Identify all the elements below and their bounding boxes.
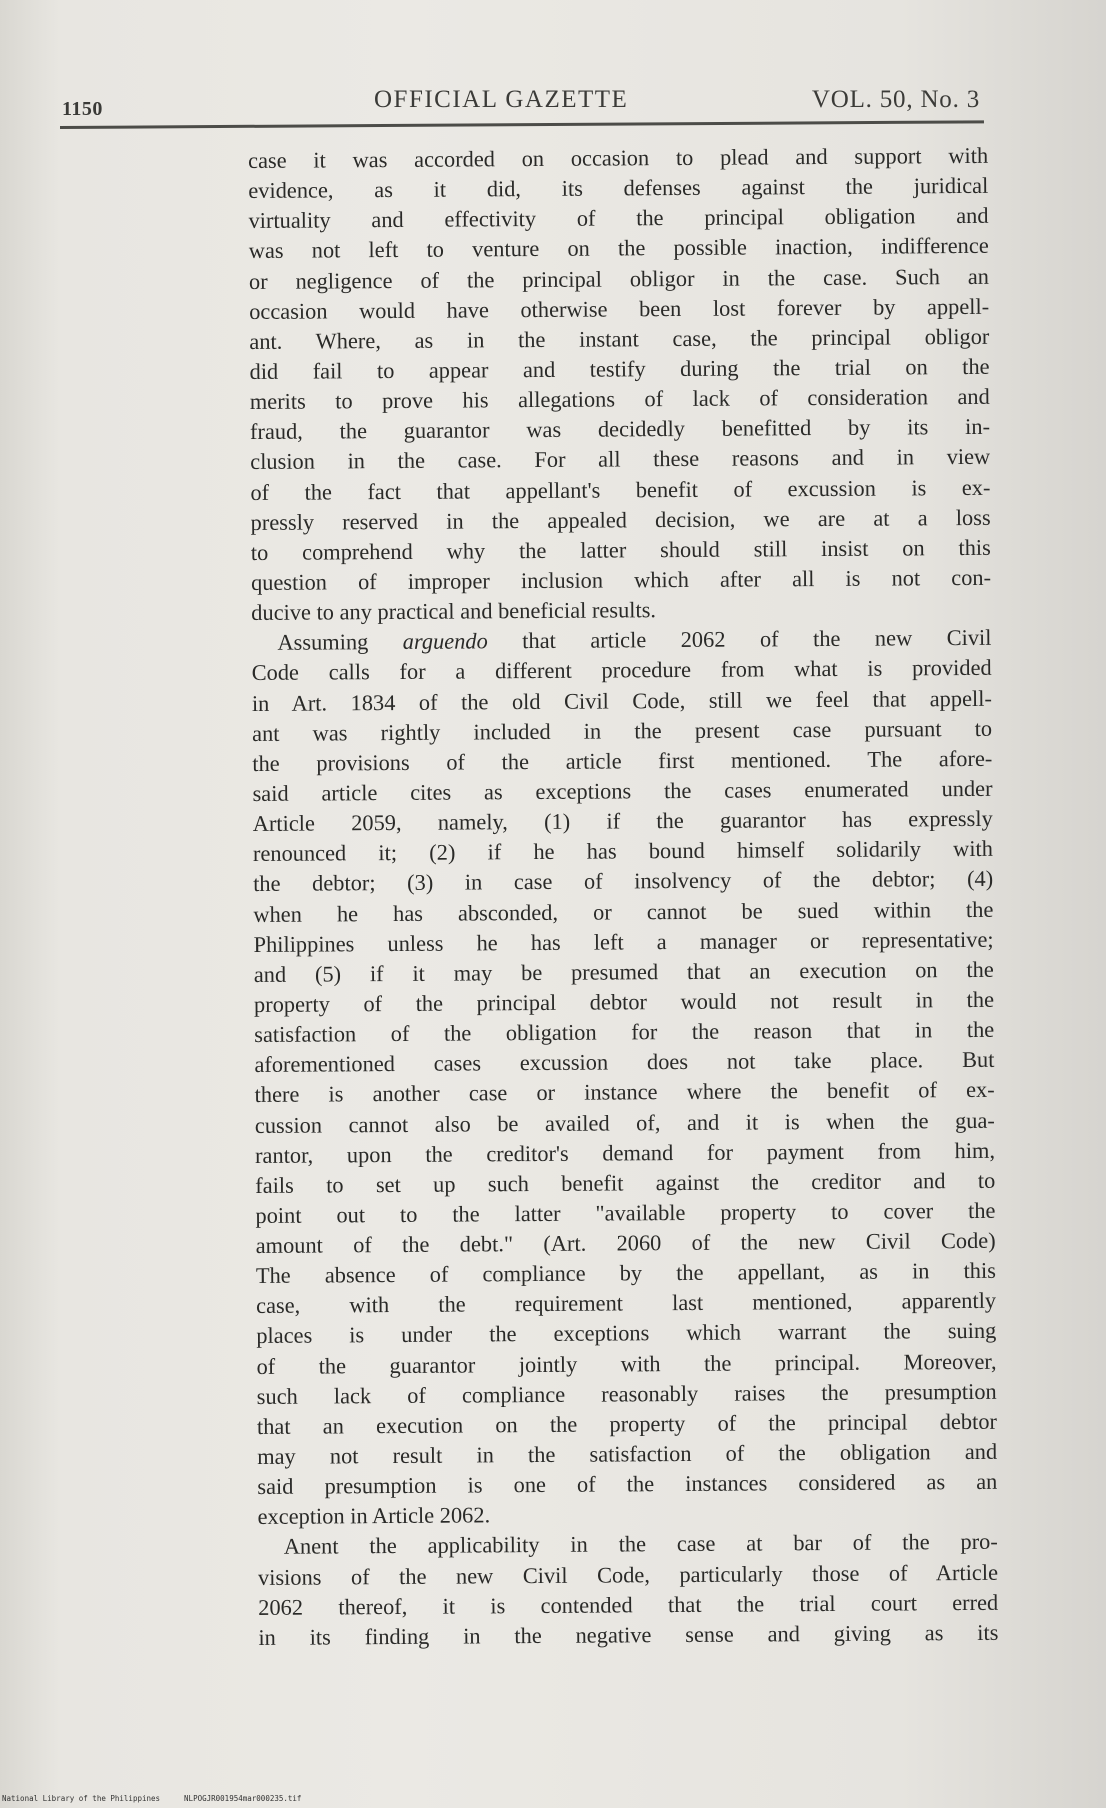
volume-issue: VOL. 50, No. 3 bbox=[811, 86, 980, 113]
text-line: property of the principal debtor would not result in the bbox=[253, 986, 995, 1017]
text-line: exception in Article 2062. bbox=[257, 1502, 491, 1530]
text-line: The absence of compliance by the appellant, as in this bbox=[255, 1258, 996, 1289]
text-line: occasion would have otherwise been lost forever by appell- bbox=[249, 293, 990, 324]
text-line: clusion in the case. For all these reasons and in view bbox=[250, 444, 991, 475]
page-number: 1150 bbox=[62, 98, 103, 120]
text-line: aforementioned cases excussion does not take place. But bbox=[254, 1047, 995, 1078]
text-line: ant was rightly included in the present case pursuant to bbox=[252, 715, 993, 746]
paragraph-3 bbox=[258, 1527, 999, 1653]
text-line: 2062 thereof, it is contended that the trial court erred bbox=[258, 1589, 999, 1620]
text-line: that an execution on the property of the principal debtor bbox=[256, 1408, 998, 1439]
text-line: satisfaction of the obligation for the reason that in the bbox=[254, 1016, 995, 1048]
text-line: merits to prove his allegations of lack of consideration and bbox=[249, 383, 990, 415]
arguendo-italic: arguendo bbox=[402, 628, 488, 655]
line-rest: that article 2062 of the new Civil bbox=[487, 625, 992, 654]
text-line: rantor, upon the creditor's demand for payment from him, bbox=[254, 1137, 996, 1168]
text-line: there is another case or instance where the benefit of ex- bbox=[254, 1077, 995, 1108]
library-credit: National Library of the Philippines bbox=[2, 1794, 161, 1803]
text-line: in Art. 1834 of the old Civil Code, still we feel that appell- bbox=[251, 685, 992, 716]
text-line: pressly reserved in the appealed decision, we are at a loss bbox=[250, 504, 991, 535]
paragraph-1 bbox=[248, 141, 991, 628]
text-line: places is under the exceptions which warrant the suing bbox=[256, 1318, 997, 1349]
text-line: point out to the latter "available property to cover the bbox=[255, 1197, 996, 1228]
scan-filename: NLPOGJR001954mar000235.tif bbox=[184, 1794, 302, 1803]
text-line: case, with the requirement last mentioned, apparently bbox=[256, 1288, 997, 1319]
text-line: or negligence of the principal obligor in the case. Such an bbox=[248, 263, 990, 294]
text-line: the debtor; (3) in case of insolvency of the debtor; (4) bbox=[253, 866, 994, 897]
assuming-word: Assuming bbox=[277, 629, 403, 656]
text-line: Philippines unless he has left a manager or representative; bbox=[253, 926, 994, 957]
text-line: Code calls for a different procedure from what is provided bbox=[251, 655, 992, 686]
scan-credit bbox=[2, 1794, 301, 1803]
text-line: Article 2059, namely, (1) if the guarantor has expressly bbox=[252, 805, 993, 837]
text-line: evidence, as it did, its defenses against the juridical bbox=[248, 172, 989, 204]
text-line: of the guarantor jointly with the principal. Moreover, bbox=[256, 1348, 997, 1379]
text-line: amount of the debt." (Art. 2060 of the new Civil Code) bbox=[255, 1227, 996, 1259]
text-line: of the fact that appellant's benefit of excussion is ex- bbox=[250, 474, 991, 505]
text-line: case it was accorded on occasion to plead and support with bbox=[248, 142, 989, 173]
text-line: and (5) if it may be presumed that an execution on the bbox=[253, 956, 994, 987]
text-line: was not left to venture on the possible inaction, indifference bbox=[248, 233, 989, 264]
text-line: fraud, the guarantor was decidedly benefitted by its in- bbox=[249, 414, 991, 445]
text-line: to comprehend why the latter should still insist on this bbox=[250, 534, 991, 565]
text-line: cussion cannot also be availed of, and it is when the gua- bbox=[254, 1107, 995, 1138]
publication-title: OFFICIAL GAZETTE bbox=[374, 86, 629, 113]
text-line: when he has absconded, or cannot be sued within the bbox=[253, 896, 994, 927]
text-line: did fail to appear and testify during the trial on the bbox=[249, 353, 990, 384]
text-line: ducive to any practical and beneficial results. bbox=[251, 597, 657, 626]
body-text bbox=[248, 141, 999, 1653]
text-line: Anent the applicability in the case at bar of the pro- bbox=[283, 1529, 998, 1560]
text-line: such lack of compliance reasonably raises the presumption bbox=[256, 1378, 997, 1409]
text-line: may not result in the satisfaction of the obligation and bbox=[257, 1438, 998, 1470]
text-line: said presumption is one of the instances considered as an bbox=[257, 1468, 998, 1500]
text-line: in its finding in the negative sense and giving as its bbox=[258, 1619, 999, 1650]
text-line: visions of the new Civil Code, particularly those of Article bbox=[257, 1559, 999, 1590]
text-line: fails to set up such benefit against the creditor and to bbox=[255, 1167, 996, 1198]
paragraph-2 bbox=[251, 623, 997, 1532]
text-line: the provisions of the article first mentioned. The afore- bbox=[252, 745, 993, 776]
page-header bbox=[58, 80, 986, 120]
text-line: renounced it; (2) if he has bound himself solidarily with bbox=[252, 836, 994, 867]
text-line: question of improper inclusion which after all is not con- bbox=[250, 564, 992, 595]
text-line: virtuality and effectivity of the principal obligation and bbox=[248, 203, 989, 234]
text-line: said article cites as exceptions the cases enumerated under bbox=[252, 775, 993, 806]
text-line: ant. Where, as in the instant case, the principal obligor bbox=[249, 323, 990, 354]
